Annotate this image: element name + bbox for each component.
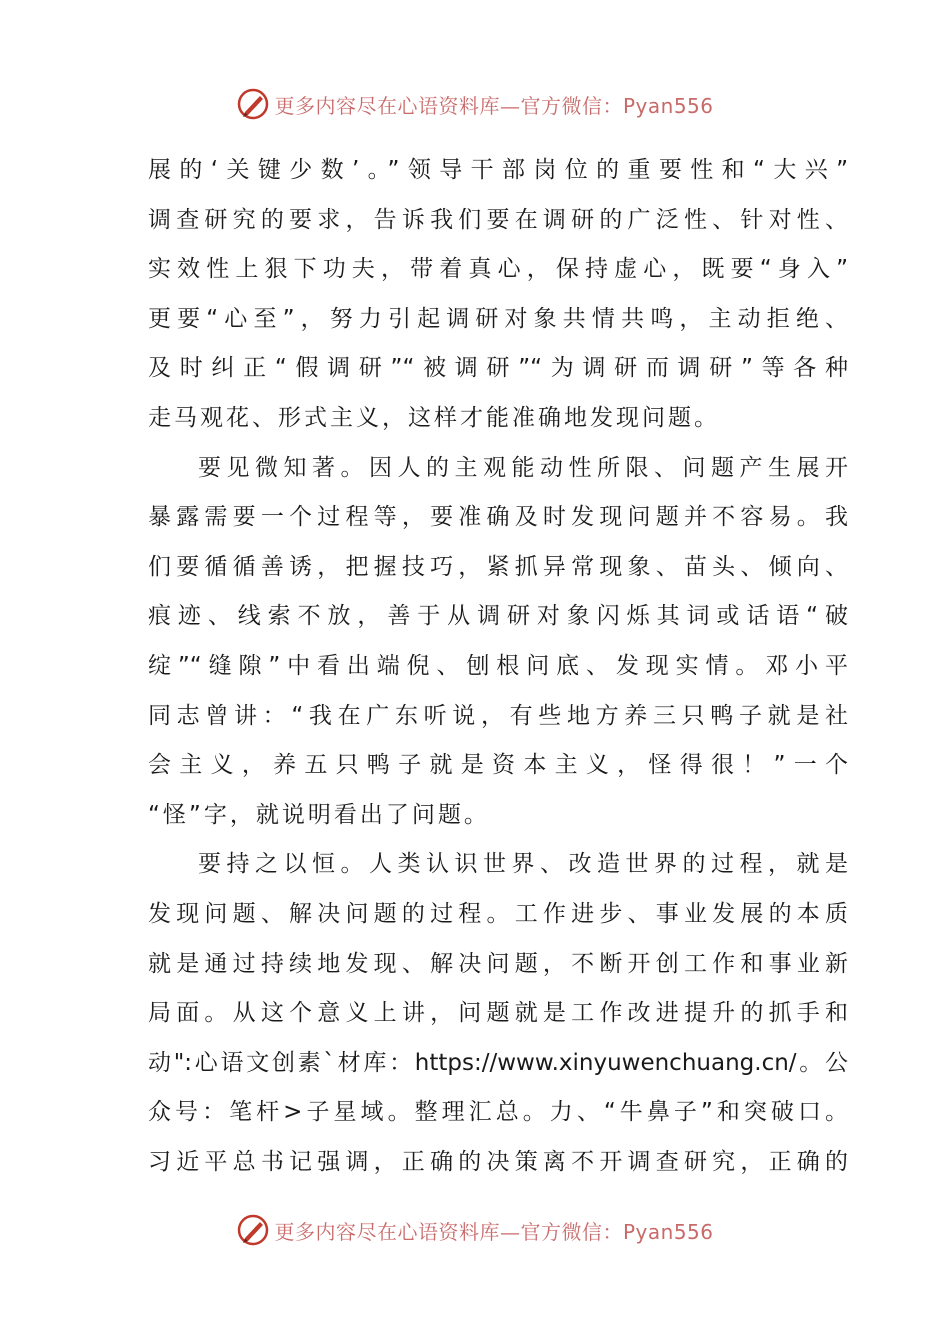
header-banner-label: 更多内容尽在心语资料库—官方微信： xyxy=(274,93,623,118)
text-line: 调查研究的要求，告诉我们要在调研的广泛性、针对性、 xyxy=(148,206,848,233)
document-body xyxy=(148,146,848,1187)
text-line: 众号：笔杆>子星域。整理汇总。力、“牛鼻子”和突破口。 xyxy=(148,1099,848,1126)
header-banner-text xyxy=(274,90,713,119)
paragraph-start-line: 要持之以恒。人类认识世界、改造世界的过程，就是 xyxy=(198,851,848,878)
footer-banner-text xyxy=(274,1216,713,1245)
text-line: 实效性上狠下功夫，带着真心，保持虚心，既要“身入” xyxy=(148,256,848,283)
text-line: 痕迹、线索不放，善于从调研对象闪烁其词或话语“破 xyxy=(148,603,848,630)
text-line: 局面。从这个意义上讲，问题就是工作改进提升的抓手和 xyxy=(148,1000,848,1027)
header-watermark-banner xyxy=(0,82,950,126)
text-line: 走马观花、形式主义，这样才能准确地发现问题。 xyxy=(148,404,720,431)
footer-banner-wechat-id: Pyan556 xyxy=(622,1219,714,1244)
text-line: 们要循循善诱，把握技巧，紧抓异常现象、苗头、倾向、 xyxy=(148,553,848,580)
footer-banner-label: 更多内容尽在心语资料库—官方微信： xyxy=(274,1219,623,1244)
text-line: 同志曾讲：“我在广东听说，有些地方养三只鸭子就是社 xyxy=(148,702,848,729)
footer-watermark-banner xyxy=(0,1208,950,1252)
pen-logo-icon xyxy=(236,1213,270,1247)
header-banner-wechat-id: Pyan556 xyxy=(622,93,714,118)
text-line: 发现问题、解决问题的过程。工作进步、事业发展的本质 xyxy=(148,900,848,927)
text-line: 及时纠正“假调研”“被调研”“为调研而调研”等各种 xyxy=(148,355,848,382)
text-line: 就是通过持续地发现、解决问题，不断开创工作和事业新 xyxy=(148,950,848,977)
text-line: 更要“心至”，努力引起调研对象共情共鸣，主动拒绝、 xyxy=(148,305,848,332)
text-line: 习近平总书记强调，正确的决策离不开调查研究，正确的 xyxy=(148,1148,848,1175)
paragraph-start-line: 要见微知著。因人的主观能动性所限、问题产生展开 xyxy=(198,454,848,481)
text-line-with-link: 动":心语文创素`材库：https://www.xinyuwenchuang.cn/。公 xyxy=(148,1049,848,1076)
text-line: 展的‘关键少数’。”领导干部岗位的重要性和“大兴” xyxy=(148,157,848,183)
pen-logo-icon xyxy=(236,87,270,121)
text-line: 暴露需要一个过程等，要准确及时发现问题并不容易。我 xyxy=(148,504,848,531)
text-line: “怪”字，就说明看出了问题。 xyxy=(148,801,490,828)
text-line: 会主义，养五只鸭子就是资本主义，怪得很！”一个 xyxy=(148,752,848,779)
text-line: 绽”“缝隙”中看出端倪、刨根问底、发现实情。邓小平 xyxy=(148,652,848,679)
